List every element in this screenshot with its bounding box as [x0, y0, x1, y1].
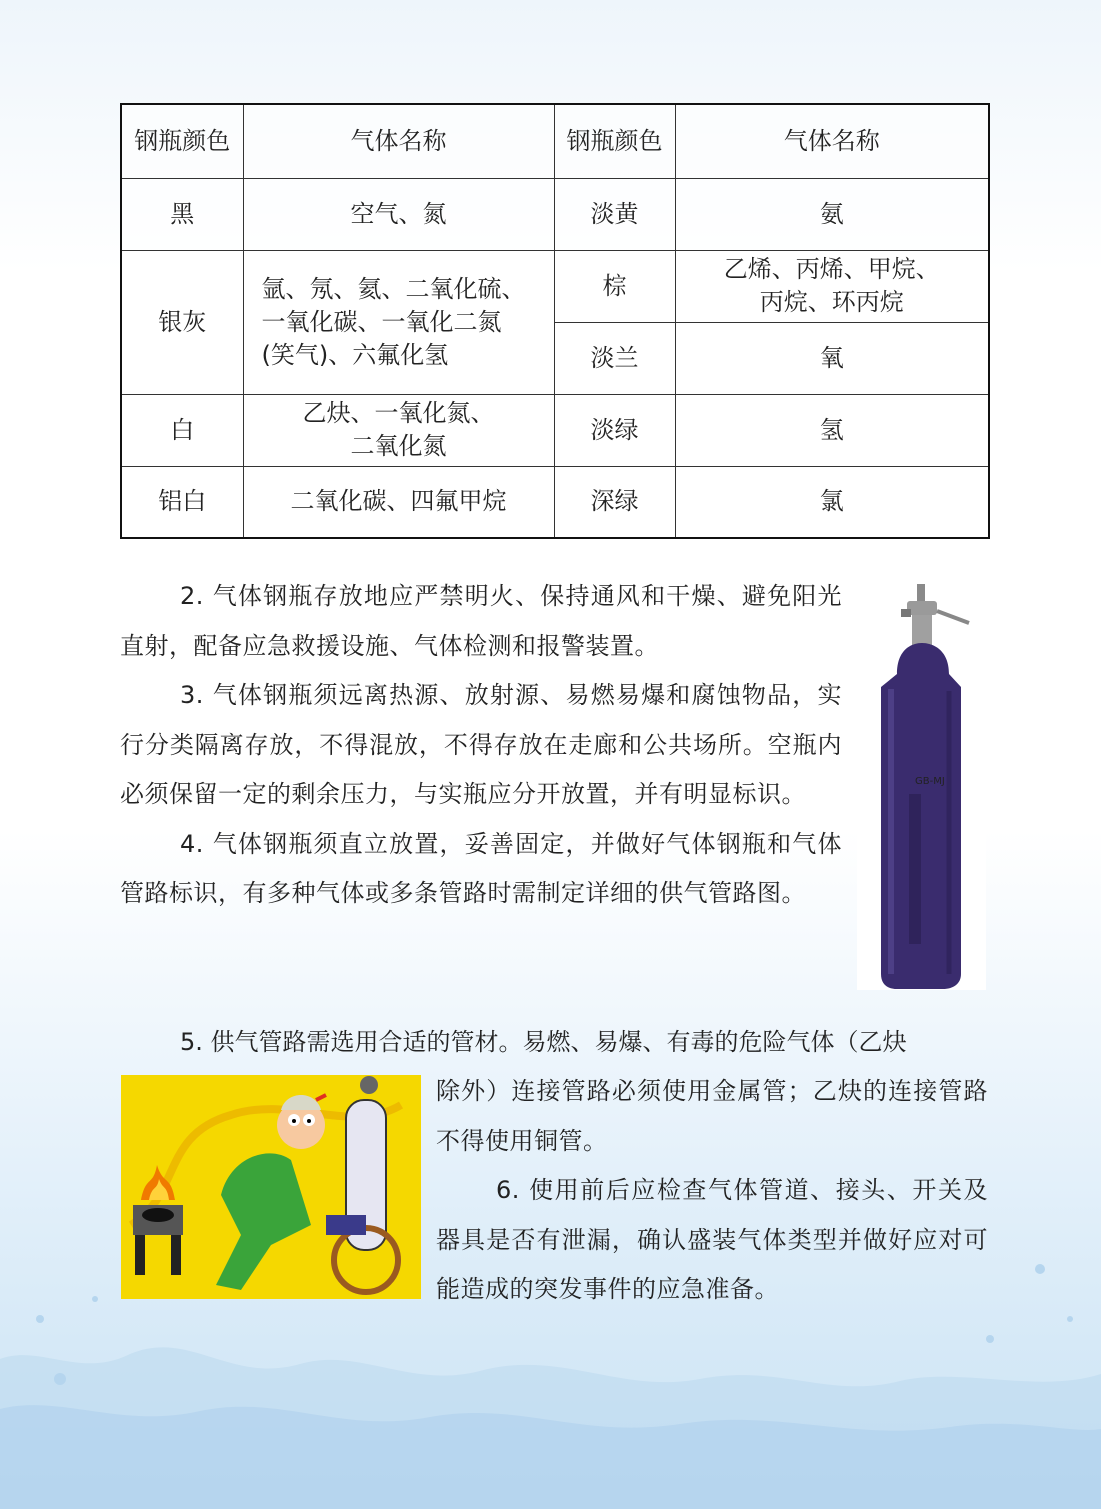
paragraph-6: 6. 使用前后应检查气体管道、接头、开关及器具是否有泄漏，确认盛装气体类型并做好应对可能造成的突发事件的应急准备。 [436, 1176, 988, 1303]
cell-gas: 氨 [675, 178, 989, 250]
paragraph-block-2-4 [120, 572, 842, 919]
gas-line: 氩、氖、氦、二氧化硫、 [261, 274, 526, 303]
cell-gas-multiline [243, 250, 554, 394]
gas-cylinder-color-table [120, 103, 990, 539]
gas-line: 一氧化碳、一氧化二氮 [261, 307, 502, 336]
header-gas-name-2: 气体名称 [675, 104, 989, 178]
cell-gas: 氧 [675, 322, 989, 394]
cell-color: 铝白 [121, 466, 243, 538]
gas-line: (笑气)、六氟化氢 [261, 340, 449, 369]
gas-line: 乙炔、一氧化氮、 [302, 399, 495, 427]
gas-line: 丙烷、环丙烷 [759, 288, 904, 316]
gas-line: 二氧化氮 [350, 432, 447, 460]
cell-gas: 空气、氮 [243, 178, 554, 250]
cell-color: 淡黄 [554, 178, 675, 250]
table-row [121, 394, 989, 466]
gas-cylinder-image [857, 579, 986, 990]
header-cylinder-color-1: 钢瓶颜色 [121, 104, 243, 178]
cell-color: 深绿 [554, 466, 675, 538]
paragraph-5-line-1: 5. 供气管路需选用合适的管材。易燃、易爆、有毒的危险气体（乙炔 [180, 1028, 907, 1056]
table-header-row [121, 104, 989, 178]
table-row [121, 466, 989, 538]
cell-color: 淡绿 [554, 394, 675, 466]
cell-color: 棕 [554, 250, 675, 322]
cell-gas-multiline [243, 394, 554, 466]
paragraph-2: 2. 气体钢瓶存放地应严禁明火、保持通风和干燥、避免阳光直射，配备应急救援设施、气体检测和报警装置。 [120, 582, 842, 660]
header-gas-name-1: 气体名称 [243, 104, 554, 178]
cell-color: 淡兰 [554, 322, 675, 394]
cell-gas-multiline [675, 250, 989, 322]
table-row [121, 178, 989, 250]
paragraph-5-rest: 除外）连接管路必须使用金属管；乙炔的连接管路不得使用铜管。 [436, 1077, 988, 1155]
cell-gas: 二氧化碳、四氟甲烷 [243, 466, 554, 538]
gas-line: 乙烯、丙烯、甲烷、 [723, 255, 940, 283]
svg-text:GB-MJ: GB-MJ [915, 776, 945, 787]
cell-gas: 氯 [675, 466, 989, 538]
paragraph-block-5-6 [436, 1067, 988, 1315]
cell-color: 白 [121, 394, 243, 466]
cell-color: 黑 [121, 178, 243, 250]
cell-color: 银灰 [121, 250, 243, 394]
paragraph-3: 3. 气体钢瓶须远离热源、放射源、易燃易爆和腐蚀物品，实行分类隔离存放，不得混放，不得存放在走廊和公共场所。空瓶内必须保留一定的剩余压力，与实瓶应分开放置，并有明显标识。 [120, 681, 842, 808]
table-row [121, 250, 989, 322]
cell-gas: 氢 [675, 394, 989, 466]
paragraph-4: 4. 气体钢瓶须直立放置，妥善固定，并做好气体钢瓶和气体管路标识，有多种气体或多条管路时需制定详细的供气管路图。 [120, 829, 842, 907]
cartoon-fire-safety-image [121, 1075, 421, 1299]
header-cylinder-color-2: 钢瓶颜色 [554, 104, 675, 178]
